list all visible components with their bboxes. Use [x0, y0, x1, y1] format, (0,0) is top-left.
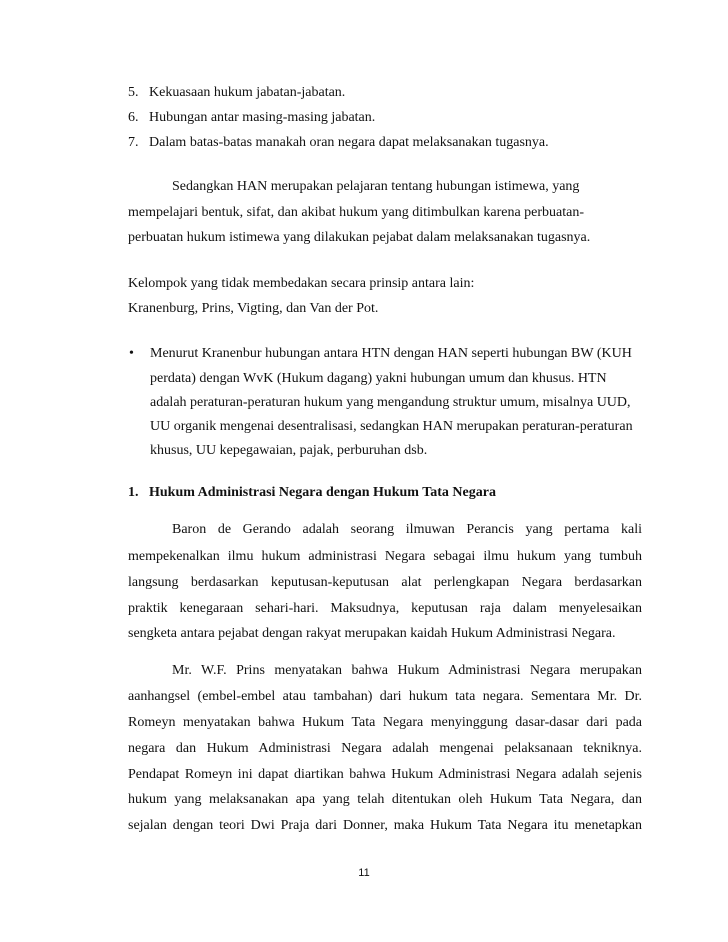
paragraph-line: Pendapat Romeyn ini dapat diartikan bahwa Hukum Administrasi Negara adalah sejenis — [128, 767, 642, 782]
paragraph-line: Kelompok yang tidak membedakan secara prinsip antara lain: — [128, 276, 475, 291]
bullet-line: Menurut Kranenbur hubungan antara HTN dengan HAN seperti hubungan BW (KUH — [150, 346, 632, 361]
paragraph-line: negara dan Hukum Administrasi Negara adalah mengenai pelaksanaan tekniknya. — [128, 741, 642, 756]
paragraph-line: mempekenalkan ilmu hukum administrasi Negara sebagai ilmu hukum yang tumbuh — [128, 549, 642, 564]
bullet-line: perdata) dengan WvK (Hukum dagang) yakni hubungan umum dan khusus. HTN — [150, 371, 607, 386]
list-item: 7. Dalam batas-batas manakah oran negara dapat melaksanakan tugasnya. — [128, 135, 549, 150]
bullet-icon: • — [129, 346, 134, 361]
paragraph-line: Sedangkan HAN merupakan pelajaran tentang hubungan istimewa, yang — [172, 179, 580, 194]
list-item: 5. Kekuasaan hukum jabatan-jabatan. — [128, 85, 346, 100]
paragraph-line: Baron de Gerando adalah seorang ilmuwan Perancis yang pertama kali — [172, 522, 642, 537]
paragraph-line: hukum yang melaksanakan apa yang telah ditentukan oleh Hukum Tata Negara, dan — [128, 792, 642, 807]
bullet-line: UU organik mengenai desentralisasi, sedangkan HAN merupakan peraturan-peraturan — [150, 419, 633, 434]
page-number: 11 — [358, 867, 370, 879]
paragraph-line: langsung berdasarkan keputusan-keputusan alat perlengkapan Negara berdasarkan — [128, 575, 642, 590]
paragraph-line: mempelajari bentuk, sifat, dan akibat hukum yang ditimbulkan karena perbuatan- — [128, 205, 585, 220]
paragraph-line: aanhangsel (embel-embel atau tambahan) dari hukum tata negara. Sementara Mr. Dr. — [128, 689, 642, 704]
paragraph-line: sengketa antara pejabat dengan rakyat merupakan kaidah Hukum Administrasi Negara. — [128, 626, 616, 641]
bullet-line: adalah peraturan-peraturan hukum yang mengandung struktur umum, misalnya UUD, — [150, 395, 631, 410]
paragraph-line: Mr. W.F. Prins menyatakan bahwa Hukum Administrasi Negara merupakan — [172, 663, 642, 678]
paragraph-line: praktik kenegaraan sehari-hari. Maksudnya, keputusan raja dalam menyelesaikan — [128, 601, 642, 616]
paragraph-line: Kranenburg, Prins, Vigting, dan Van der Pot. — [128, 301, 379, 316]
bullet-line: khusus, UU kepegawaian, pajak, perburuhan dsb. — [150, 443, 428, 458]
section-heading: 1. Hukum Administrasi Negara dengan Hukum Tata Negara — [128, 485, 496, 500]
paragraph-line: sejalan dengan teori Dwi Praja dari Donner, maka Hukum Tata Negara itu menetapkan — [128, 818, 642, 833]
paragraph-line: Romeyn menyatakan bahwa Hukum Tata Negara menyinggung dasar-dasar dari pada — [128, 715, 642, 730]
list-item: 6. Hubungan antar masing-masing jabatan. — [128, 110, 376, 125]
paragraph-line: perbuatan hukum istimewa yang dilakukan pejabat dalam melaksanakan tugasnya. — [128, 230, 591, 245]
